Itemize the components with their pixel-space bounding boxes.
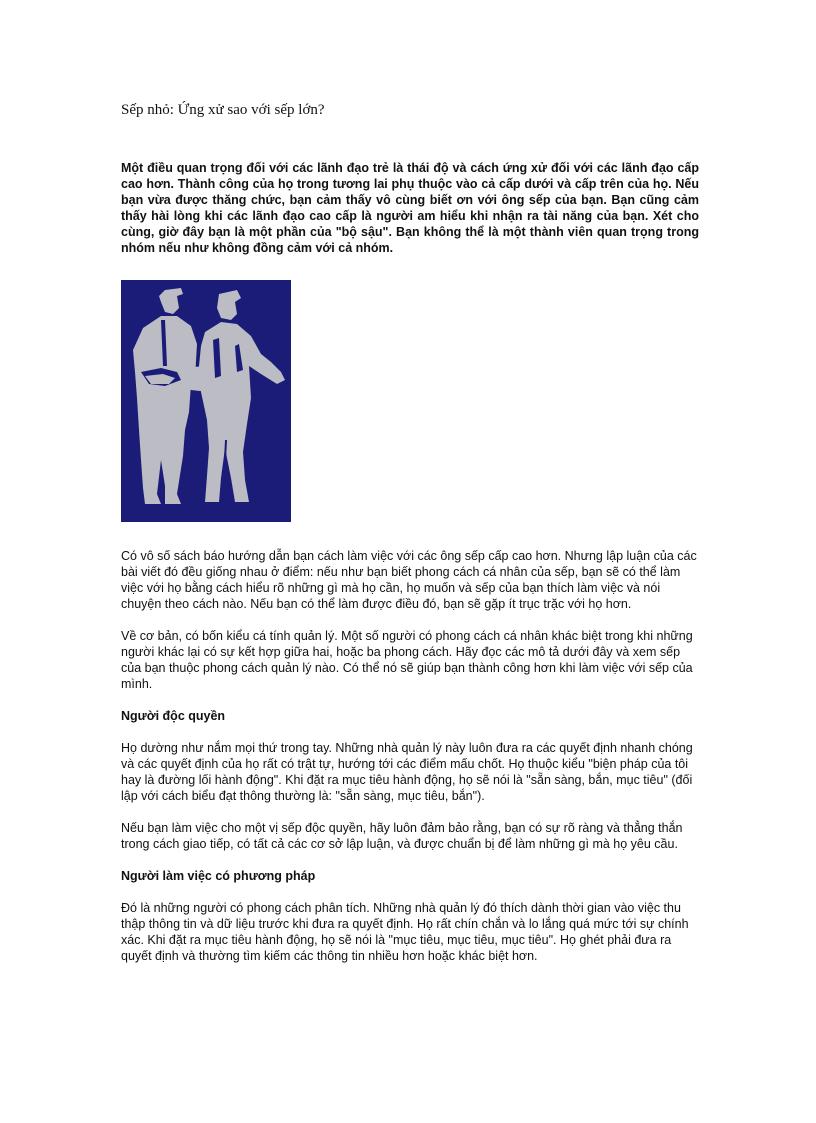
lead-paragraph: Một điều quan trọng đối với các lãnh đạo trẻ là thái độ và cách ứng xử đối với các lãnh đạo cấp cao hơn. Thành công của họ trong tương lai phụ thuộc vào cả cấp dưới và cấp trên của họ. Nếu bạn vừa được thăng chức, bạn cảm thấy vô cùng biết ơn với ông sếp của bạn. Bạn cũng cảm thấy hài lòng khi các lãnh đạo cao cấp là người am hiểu khi nhận ra tài năng của bạn. Xét cho cùng, giờ đây bạn là một phần của "bộ sậu". Bạn không thể là một thành viên quan trọng trong nhóm nếu như không đồng cảm với cả nhóm.: [121, 161, 699, 255]
body-paragraph-1: Có vô số sách báo hướng dẫn bạn cách làm việc với các ông sếp cấp cao hơn. Nhưng lập luận của các bài viết đó đều giống nhau ở điểm: nếu như bạn biết phong cách cá nhân của sếp, bạn sẽ có thể làm việc với họ bằng cách hiểu rõ những gì mà họ cần, họ muốn và sếp của bạn thích làm việc và nói chuyện theo cách nào. Nếu bạn có thể làm được điều đó, bạn sẽ gặp ít trục trặc với họ hơn.: [121, 549, 697, 611]
two-men-illustration: [121, 280, 291, 522]
document-page: [121, 100, 699, 964]
body-paragraph-2: Về cơ bản, có bốn kiểu cá tính quản lý. Một số người có phong cách cá nhân khác biệt trong khi những người khác lại có sự kết hợp giữa hai, hoặc ba phong cách. Hãy đọc các mô tả dưới đây và xem sếp của bạn thuộc phong cách quản lý nào. Có thể nó sẽ giúp bạn thành công hơn khi làm việc với sếp của mình.: [121, 629, 693, 691]
body-paragraph-5: Đó là những người có phong cách phân tích. Những nhà quản lý đó thích dành thời gian vào việc thu thập thông tin và dữ liệu trước khi đưa ra quyết định. Họ rất chín chắn và lo lắng quá mức tới sự chính xác. Khi đặt ra mục tiêu hành động, họ sẽ nói là "mục tiêu, mục tiêu, mục tiêu". Họ ghét phải đưa ra quyết định và thường tìm kiếm các thông tin nhiều hơn hoặc khác biệt hơn.: [121, 901, 689, 963]
section-heading-autocrat: Người độc quyền: [121, 709, 226, 723]
section-heading-methodical: Người làm việc có phương pháp: [121, 869, 316, 883]
body-paragraph-4: Nếu bạn làm việc cho một vị sếp độc quyền, hãy luôn đảm bảo rằng, bạn có sự rõ ràng và thẳng thắn trong cách giao tiếp, có tất cả các cơ sở lập luận, và được chuẩn bị để làm những gì mà họ yêu cầu.: [121, 821, 683, 851]
article-title: Sếp nhỏ: Ứng xử sao với sếp lớn?: [121, 102, 325, 118]
body-paragraph-3: Họ dường như nắm mọi thứ trong tay. Những nhà quản lý này luôn đưa ra các quyết định nhanh chóng và các quyết định của họ rất có trật tự, hướng tới các điểm mấu chốt. Họ thuộc kiểu "biện pháp của tôi hay là đường lối hành động". Khi đặt ra mục tiêu hành động, họ sẽ nói là "sẵn sàng, bắn, mục tiêu" (đối lập với cách biểu đạt thông thường là: "sẵn sàng, mục tiêu, bắn").: [121, 741, 693, 803]
